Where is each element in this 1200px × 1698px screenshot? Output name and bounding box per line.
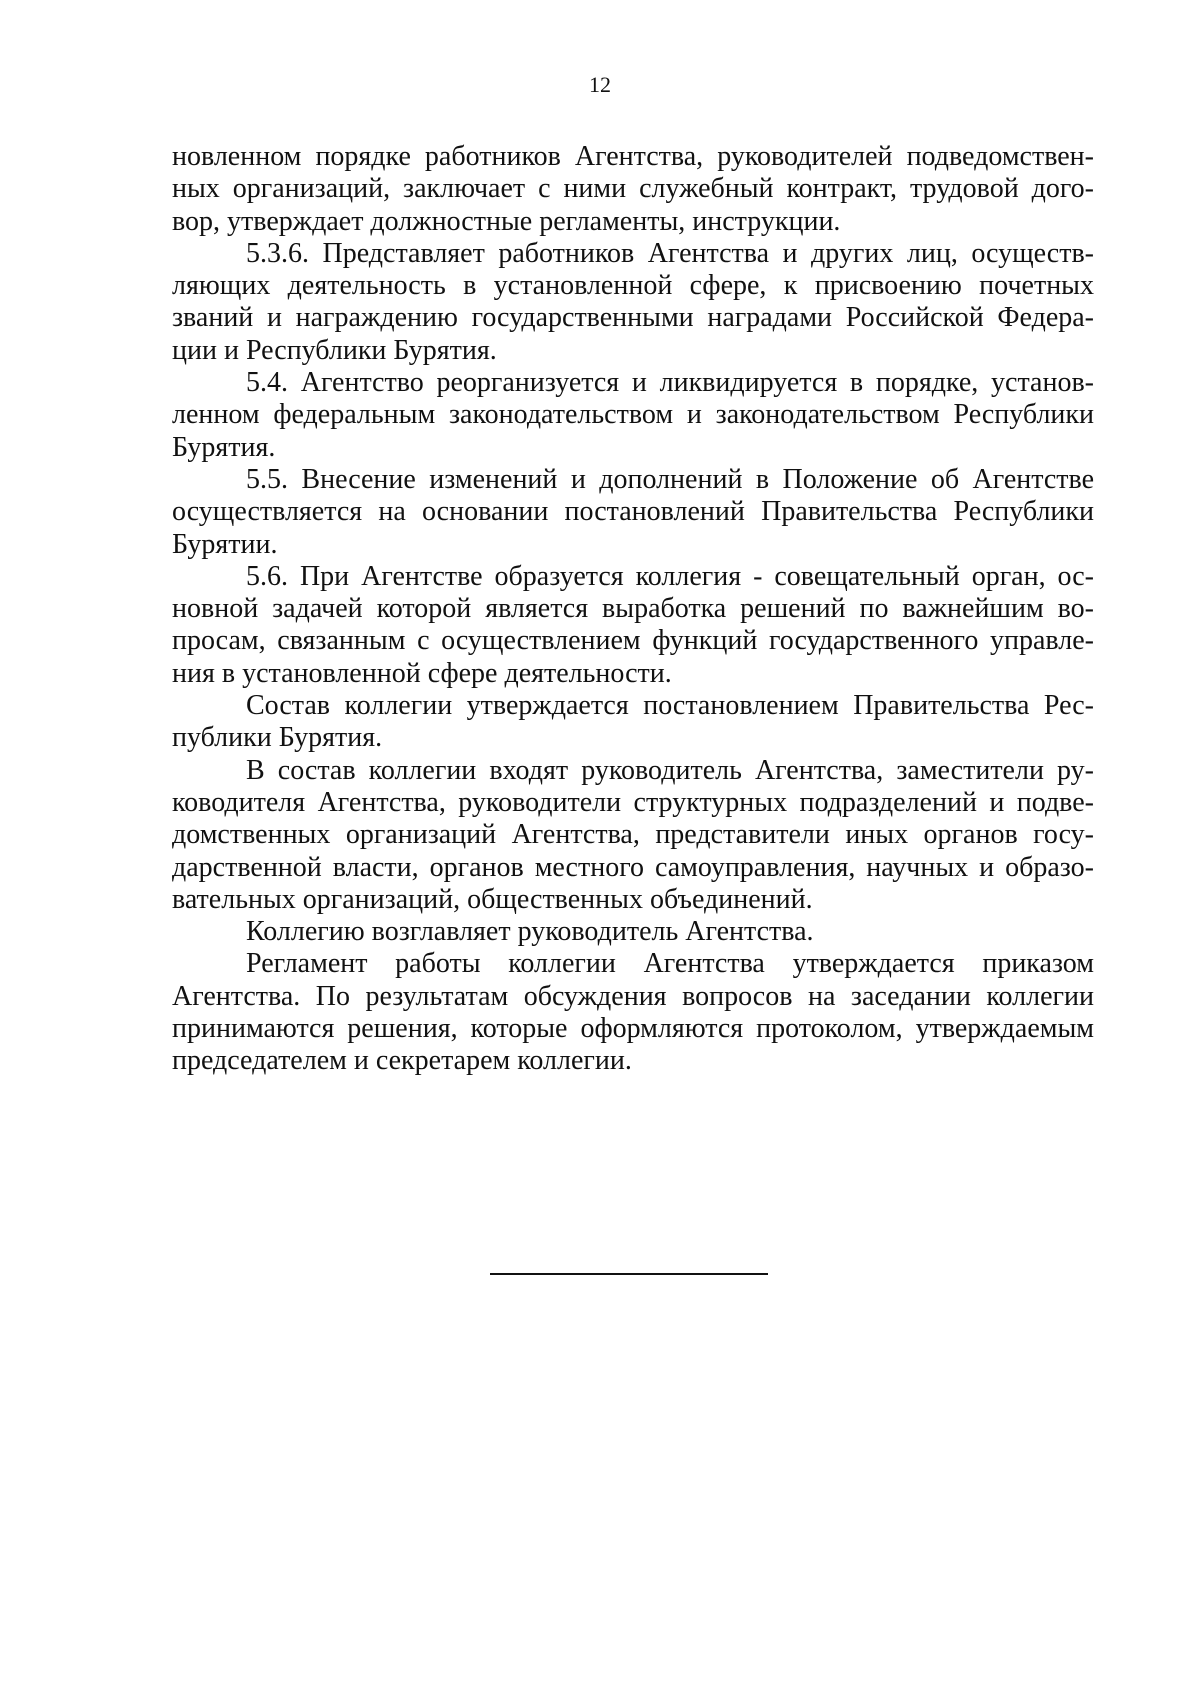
text-line: вор, утверждает должностные регламенты, инструкции. bbox=[172, 205, 841, 237]
text-line: ных организаций, заключает с ними служебный контракт, трудовой дого- bbox=[172, 173, 1094, 205]
paragraph-board-head bbox=[172, 916, 1094, 948]
text-line: 5.3.6. Представляет работников Агентства и других лиц, осуществ- bbox=[246, 237, 1094, 269]
document-body bbox=[172, 141, 1094, 1078]
text-line: Бурятии. bbox=[172, 528, 278, 560]
paragraph-5-6 bbox=[172, 561, 1094, 690]
text-line: вательных организаций, общественных объединений. bbox=[172, 883, 813, 915]
page-number: 12 bbox=[589, 72, 611, 97]
paragraph-board-composition-approval bbox=[172, 690, 1094, 755]
text-line: ляющих деятельность в установленной сфере, к присвоению почетных bbox=[172, 270, 1094, 302]
text-line: принимаются решения, которые оформляются протоколом, утверждаемым bbox=[172, 1013, 1094, 1045]
end-separator-line bbox=[490, 1273, 768, 1275]
text-line: 5.5. Внесение изменений и дополнений в Положение об Агентстве bbox=[246, 463, 1094, 495]
text-line: Состав коллегии утверждается постановлением Правительства Рес- bbox=[246, 690, 1094, 722]
text-line: Бурятия. bbox=[172, 431, 276, 463]
paragraph-5-4 bbox=[172, 367, 1094, 464]
paragraph-board-members bbox=[172, 755, 1094, 916]
text-line: Агентства. По результатам обсуждения вопросов на заседании коллегии bbox=[172, 980, 1094, 1012]
paragraph-board-regulations bbox=[172, 948, 1094, 1077]
text-line: председателем и секретарем коллегии. bbox=[172, 1045, 632, 1077]
text-line: публики Бурятия. bbox=[172, 722, 383, 754]
text-line: 5.4. Агентство реорганизуется и ликвидируется в порядке, установ- bbox=[246, 367, 1094, 399]
paragraph-continuation bbox=[172, 141, 1094, 238]
text-line: домственных организаций Агентства, представители иных органов госу- bbox=[172, 819, 1094, 851]
paragraph-5-3-6 bbox=[172, 238, 1094, 367]
text-line: просам, связанным с осуществлением функций государственного управле- bbox=[172, 625, 1094, 657]
text-line: Регламент работы коллегии Агентства утверждается приказом bbox=[246, 948, 1094, 980]
text-line: дарственной власти, органов местного самоуправления, научных и образо- bbox=[172, 851, 1094, 883]
text-line: ководителя Агентства, руководители структурных подразделений и подве- bbox=[172, 786, 1094, 818]
text-line: новленном порядке работников Агентства, руководителей подведомствен- bbox=[172, 141, 1094, 172]
text-line: осуществляется на основании постановлений Правительства Республики bbox=[172, 496, 1094, 528]
paragraph-5-5 bbox=[172, 464, 1094, 561]
text-line: ции и Республики Бурятия. bbox=[172, 334, 497, 366]
text-line: 5.6. При Агентстве образуется коллегия - совещательный орган, ос- bbox=[246, 560, 1094, 592]
text-line: званий и награждению государственными наградами Российской Федера- bbox=[172, 302, 1094, 334]
text-line: новной задачей которой является выработка решений по важнейшим во- bbox=[172, 593, 1094, 625]
text-line: Коллегию возглавляет руководитель Агентства. bbox=[246, 916, 814, 948]
text-line: В состав коллегии входят руководитель Агентства, заместители ру- bbox=[246, 754, 1094, 786]
text-line: ния в установленной сфере деятельности. bbox=[172, 657, 672, 689]
text-line: ленном федеральным законодательством и законодательством Республики bbox=[172, 399, 1094, 431]
